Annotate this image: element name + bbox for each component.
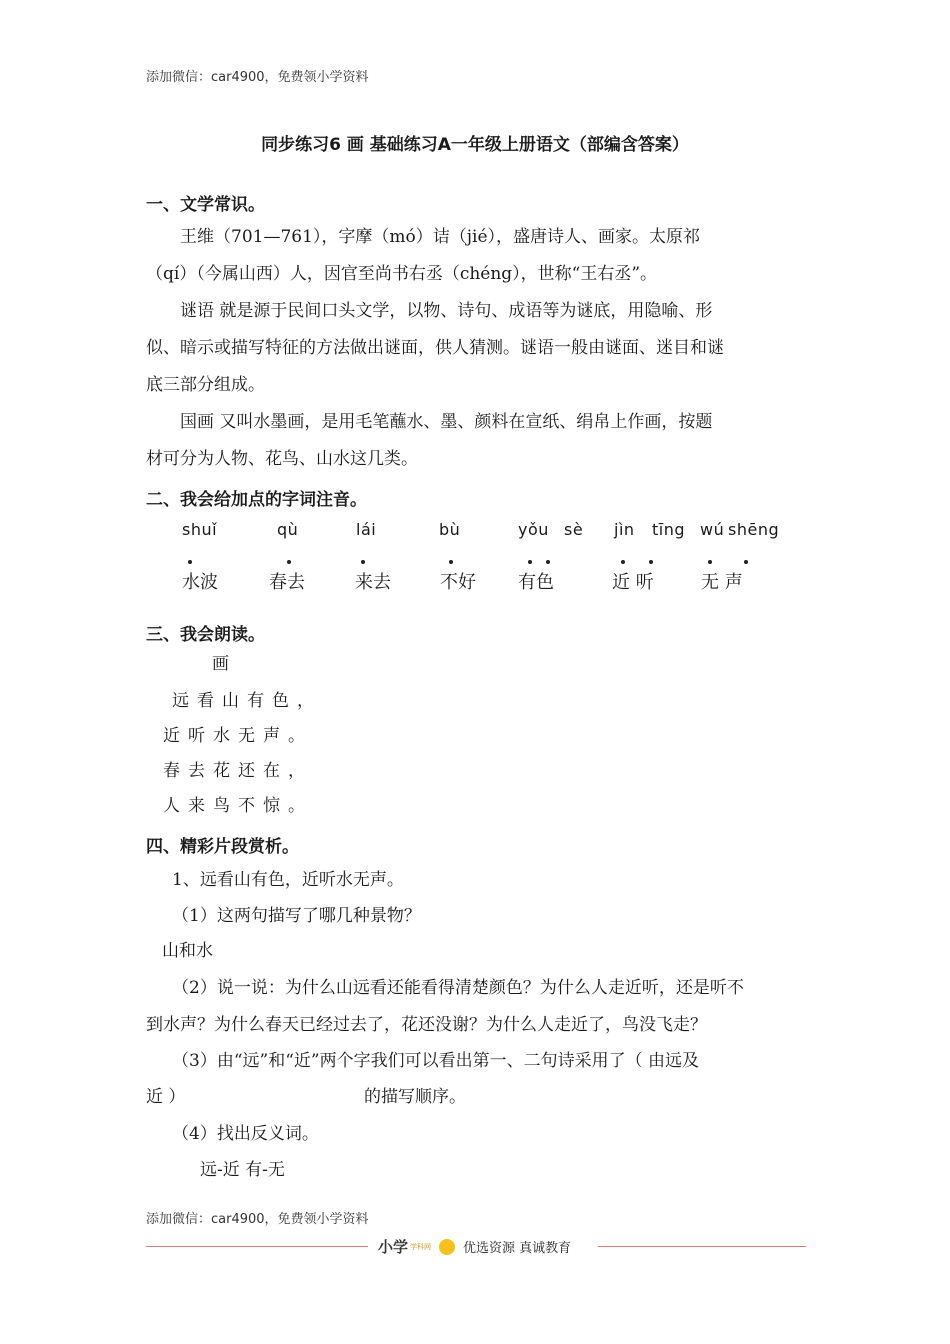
pinyin: lái [356, 520, 377, 539]
emphasis-dot [361, 560, 365, 564]
dotted-word: 近 听 [612, 572, 654, 593]
logo-text: 小学 [378, 1238, 409, 1256]
footer-logo [378, 1236, 571, 1257]
emphasis-dot [649, 560, 653, 564]
emphasis-dot [546, 560, 550, 564]
pinyin: wú [700, 520, 725, 539]
emphasis-dot [449, 560, 453, 564]
dotted-word: 来去 [355, 572, 391, 593]
pinyin: bù [439, 520, 461, 539]
header-note: 添加微信：car4900，免费领小学资料 [146, 70, 369, 85]
question-4: （4）找出反义词。 [172, 1124, 319, 1144]
section-2-heading: 二、我会给加点的字词注音。 [146, 490, 367, 510]
pinyin: yǒu [518, 520, 549, 539]
poem-line: 近听水无声。 [163, 726, 313, 746]
pinyin: qù [277, 520, 299, 539]
question-1: （1）这两句描写了哪几种景物？ [172, 906, 421, 926]
section-4-heading: 四、精彩片段赏析。 [146, 837, 299, 857]
pinyin: shuǐ [182, 520, 218, 539]
pinyin-row [146, 520, 846, 542]
question-intro: 1、远看山有色，近听水无声。 [172, 870, 404, 890]
pinyin: tīng [652, 520, 686, 539]
footer-slogan: 优选资源 真诚教育 [463, 1241, 572, 1256]
poem-title: 画 [212, 654, 229, 674]
emphasis-dot [708, 560, 712, 564]
para-2-line-3: 底三部分组成。 [146, 375, 265, 395]
question-3-line-2: 的描写顺序。 [364, 1087, 466, 1107]
footer-rule-right [598, 1246, 806, 1247]
footer-rule-left [146, 1246, 368, 1247]
question-3-line-1: （3）由“远”和“近”两个字我们可以看出第一、二句诗采用了（ 由远及 [172, 1051, 699, 1071]
dotted-word: 无 声 [701, 572, 743, 593]
footer-bar [146, 1236, 806, 1258]
para-3-line-1: 国画 又叫水墨画，是用毛笔蘸水、墨、颜料在宣纸、绢帛上作画，按题 [180, 412, 713, 432]
page-title: 同步练习6 画 基础练习A一年级上册语文（部编含答案） [261, 135, 689, 155]
emphasis-dot [287, 560, 291, 564]
poem-line: 春去花还在， [163, 761, 313, 781]
question-2-line-1: （2）说一说：为什么山远看还能看得清楚颜色？为什么人走近听，还是听不 [172, 978, 744, 998]
para-3-line-2: 材可分为人物、花鸟、山水这几类。 [146, 449, 418, 469]
question-2-line-2: 到水声？为什么春天已经过去了，花还没谢？为什么人走近了，鸟没飞走？ [146, 1015, 707, 1035]
para-2-line-1: 谜语 就是源于民间口头文学，以物、诗句、成语等为谜底，用隐喻、形 [180, 301, 713, 321]
dotted-word: 有色 [518, 572, 554, 593]
emphasis-dot [621, 560, 625, 564]
answer-1: 山和水 [162, 941, 213, 961]
section-3-heading: 三、我会朗读。 [146, 625, 265, 645]
pinyin: shēng [728, 520, 780, 539]
dotted-word: 不好 [440, 572, 476, 593]
pinyin: jìn [614, 520, 635, 539]
emphasis-dot [744, 560, 748, 564]
dotted-word: 春去 [269, 572, 305, 593]
para-2-line-2: 似、暗示或描写特征的方法做出谜面，供人猜测。谜语一般由谜面、迷目和谜 [146, 338, 724, 358]
dotted-words-row [146, 558, 846, 598]
dotted-word: 水波 [182, 572, 218, 593]
logo-subtext: 学科网 [410, 1242, 432, 1251]
section-1-heading: 一、文学常识。 [146, 195, 265, 215]
para-1-line-2: （qí）（今属山西）人，因官至尚书右丞（chéng），世称“王右丞”。 [146, 264, 658, 284]
bee-icon [439, 1239, 455, 1255]
answer-4: 远-近 有-无 [200, 1160, 285, 1180]
emphasis-dot [188, 560, 192, 564]
poem-line: 人来鸟不惊。 [163, 796, 313, 816]
pinyin: sè [564, 520, 584, 539]
answer-3: 近 ） [146, 1087, 186, 1107]
footer-note: 添加微信：car4900，免费领小学资料 [146, 1212, 369, 1227]
emphasis-dot [528, 560, 532, 564]
poem-line: 远看山有色， [172, 691, 322, 711]
para-1-line-1: 王维（701—761），字摩（mó）诘（jié），盛唐诗人、画家。太原祁 [180, 227, 701, 247]
